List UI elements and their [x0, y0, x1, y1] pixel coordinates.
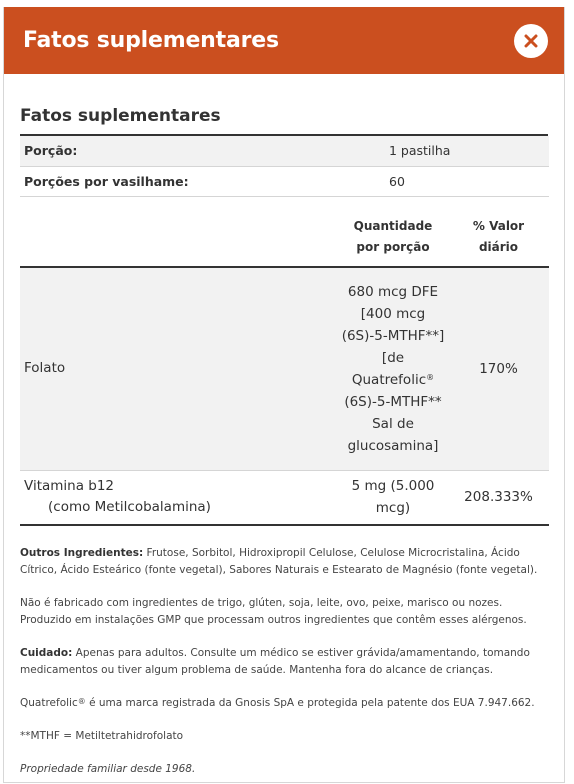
mthf-footnote: **MTHF = Metiltetrahidrofolato [20, 729, 184, 742]
nutrients-header-row [20, 197, 549, 267]
other-ingredients [20, 545, 544, 579]
serving-size-value: 1 pastilha [385, 136, 549, 166]
trademark-brand: Quatrefolic [20, 696, 78, 709]
allergen-statement: Não é fabricado com ingredientes de trigo, glúten, soja, leite, ovo, peixe, marisco ou nozes. Produzido em instalações GMP que processam outros ingredientes que contêm esses alérgenos. [20, 596, 527, 626]
amount-text-cont: (6S)-5-MTHF** Sal de glucosamina] [344, 393, 442, 454]
serving-row [20, 136, 549, 166]
caution-label: Cuidado: [20, 646, 73, 659]
serving-row [20, 166, 549, 196]
amount-text: 680 mcg DFE [400 mcg (6S)-5-MTHF**] [de Quatrefolic [341, 283, 445, 388]
servings-per-container-label: Porções por vasilhame: [20, 166, 385, 196]
nutrient-daily-value: 208.333% [448, 471, 549, 525]
trademark-statement [20, 695, 544, 712]
caution-statement [20, 645, 544, 679]
modal-content [4, 106, 564, 778]
trademark-text: é uma marca registrada da Gnosis SpA e protegida pela patente dos EUA 7.947.662. [85, 696, 535, 709]
modal-title: Fatos suplementares [23, 28, 279, 53]
family-owned-statement: Propriedade familiar desde 1968. [20, 762, 196, 775]
section-title: Fatos suplementares [20, 106, 548, 136]
modal-header [4, 7, 564, 74]
other-ingredients-label: Outros Ingredientes: [20, 546, 144, 559]
serving-table [20, 136, 549, 197]
servings-per-container-value: 60 [385, 166, 549, 196]
nutrient-name-sub: (como Metilcobalamina) [48, 499, 211, 516]
nutrient-amount [338, 267, 448, 471]
nutrient-name: Folato [20, 267, 338, 471]
supplement-facts-modal [3, 7, 565, 783]
close-button[interactable] [514, 24, 548, 58]
amount-per-serving-header: Quantidade por porção [338, 197, 448, 267]
nutrients-table [20, 197, 549, 526]
registered-mark: ® [426, 372, 435, 382]
nutrient-daily-value: 170% [448, 267, 549, 471]
close-icon [524, 34, 538, 48]
registered-mark: ® [77, 696, 86, 706]
daily-value-header: % Valor diário [448, 197, 549, 267]
nutrient-name [20, 471, 338, 525]
nutrient-name-main: Vitamina b12 [24, 478, 115, 495]
caution-text: Apenas para adultos. Consulte um médico se estiver grávida/amamentando, tomando medicamentos ou tiver algum problema de saúde. Mantenha fora do alcance de crianças. [20, 646, 530, 676]
table-row [20, 471, 549, 525]
other-ingredients-text: Frutose, Sorbitol, Hidroxipropil Celulose, Celulose Microcristalina, Ácido Cítrico, Ácido Esteárico (fonte vegetal), Sabores Naturais e Estearato de Magnésio (fonte vegetal). [20, 546, 538, 576]
notes [20, 545, 548, 778]
nutrient-amount: 5 mg (5.000 mcg) [338, 471, 448, 525]
serving-size-label: Porção: [20, 136, 385, 166]
table-row [20, 267, 549, 471]
nutrient-name-header [20, 197, 338, 267]
